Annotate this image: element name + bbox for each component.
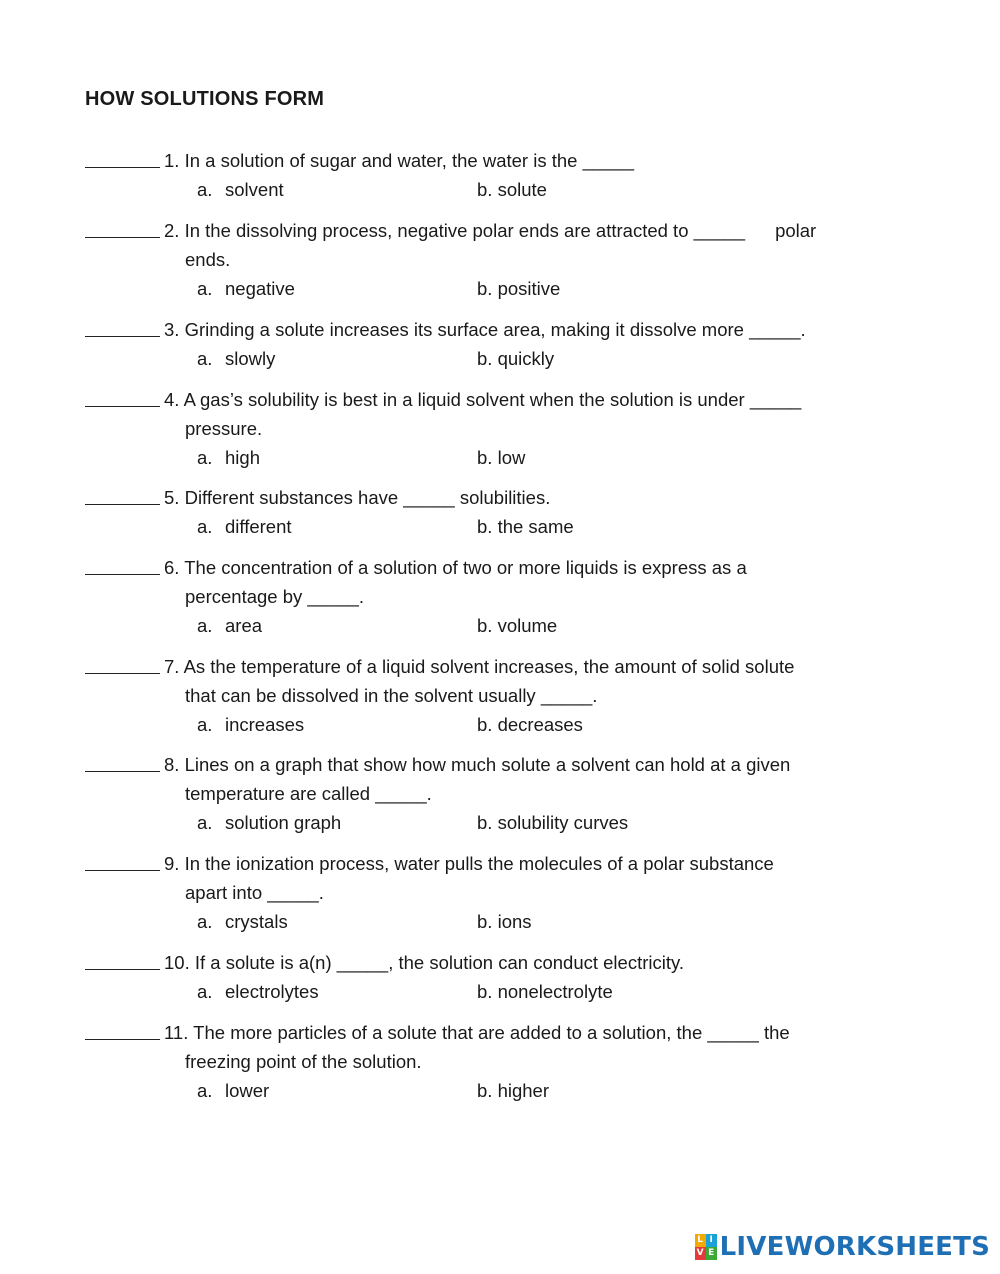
option-a[interactable]: a. solution graph <box>197 812 342 833</box>
question-text: Grinding a solute increases its surface area, making it dissolve more _____. <box>184 319 806 340</box>
answer-blank[interactable] <box>85 316 160 337</box>
question-number: 7. <box>164 656 180 677</box>
option-a[interactable]: a. slowly <box>197 348 276 369</box>
question-number: 8. <box>164 754 180 775</box>
option-b[interactable]: b. solute <box>477 179 547 200</box>
answer-blank[interactable] <box>85 949 160 970</box>
question-number: 10. <box>164 952 190 973</box>
question-10 <box>85 948 885 1006</box>
answer-blank[interactable] <box>85 751 160 772</box>
answer-blank[interactable] <box>85 147 160 168</box>
question-text: In the dissolving process, negative polar ends are attracted to _____ <box>184 220 746 241</box>
question-number: 11. <box>164 1022 189 1043</box>
option-b[interactable]: b. nonelectrolyte <box>477 981 613 1002</box>
answer-blank[interactable] <box>85 484 160 505</box>
option-b[interactable]: b. solubility curves <box>477 812 629 833</box>
option-a[interactable]: a. negative <box>197 278 295 299</box>
question-text: The more particles of a solute that are added to a solution, the _____ the <box>193 1022 790 1043</box>
answer-blank[interactable] <box>85 386 160 407</box>
option-a[interactable]: a. solvent <box>197 179 284 200</box>
option-b[interactable]: b. the same <box>477 516 574 537</box>
question-8 <box>85 750 885 837</box>
answer-blank[interactable] <box>85 217 160 238</box>
question-number: 1. <box>164 150 180 171</box>
logo-text: LIVEWORKSHEETS <box>719 1232 990 1262</box>
option-b[interactable]: b. decreases <box>477 714 583 735</box>
logo-mark-icon: L I V E <box>695 1234 717 1260</box>
question-text: In the ionization process, water pulls the molecules of a polar substance <box>184 853 774 874</box>
answer-blank[interactable] <box>85 850 160 871</box>
question-text-continued: ends. <box>185 249 231 270</box>
option-a[interactable]: a. lower <box>197 1080 270 1101</box>
option-b[interactable]: b. volume <box>477 615 558 636</box>
question-9 <box>85 849 885 936</box>
liveworksheets-logo[interactable] <box>695 1230 990 1264</box>
question-text: A gas’s solubility is best in a liquid solvent when the solution is under _____ <box>183 389 802 410</box>
question-3 <box>85 315 885 373</box>
question-text-continued: apart into _____. <box>185 882 324 903</box>
question-5 <box>85 483 885 541</box>
question-text: Different substances have _____ solubilities. <box>184 487 551 508</box>
question-text: If a solute is a(n) _____, the solution can conduct electricity. <box>194 952 685 973</box>
question-text: The concentration of a solution of two or more liquids is express as a <box>184 557 747 578</box>
option-b[interactable]: b. ions <box>477 911 532 932</box>
answer-blank[interactable] <box>85 554 160 575</box>
option-b[interactable]: b. low <box>477 447 526 468</box>
option-a[interactable]: a. area <box>197 615 263 636</box>
question-2 <box>85 216 885 303</box>
question-number: 6. <box>164 557 180 578</box>
question-text-polar: polar <box>775 220 817 241</box>
question-11 <box>85 1018 885 1105</box>
option-a[interactable]: a. electrolytes <box>197 981 319 1002</box>
question-text: In a solution of sugar and water, the water is the _____ <box>184 150 635 171</box>
question-number: 2. <box>164 220 180 241</box>
option-b[interactable]: b. quickly <box>477 348 555 369</box>
option-b[interactable]: b. higher <box>477 1080 550 1101</box>
page-title: HOW SOLUTIONS FORM <box>85 88 325 110</box>
question-7 <box>85 652 885 739</box>
question-number: 5. <box>164 487 180 508</box>
question-text-continued: freezing point of the solution. <box>185 1051 422 1072</box>
question-6 <box>85 553 885 640</box>
question-number: 9. <box>164 853 180 874</box>
question-text-continued: temperature are called _____. <box>185 783 432 804</box>
option-b[interactable]: b. positive <box>477 278 561 299</box>
option-a[interactable]: a. increases <box>197 714 305 735</box>
option-a[interactable]: a. crystals <box>197 911 288 932</box>
question-text: Lines on a graph that show how much solute a solvent can hold at a given <box>184 754 791 775</box>
question-text-continued: percentage by _____. <box>185 586 364 607</box>
question-text-continued: that can be dissolved in the solvent usually _____. <box>185 685 598 706</box>
question-text: As the temperature of a liquid solvent increases, the amount of solid solute <box>183 656 795 677</box>
answer-blank[interactable] <box>85 653 160 674</box>
question-1 <box>85 146 885 204</box>
answer-blank[interactable] <box>85 1019 160 1040</box>
question-4 <box>85 385 885 472</box>
question-number: 4. <box>164 389 180 410</box>
option-a[interactable]: a. high <box>197 447 260 468</box>
question-number: 3. <box>164 319 180 340</box>
question-text-continued: pressure. <box>185 418 263 439</box>
option-a[interactable]: a. different <box>197 516 292 537</box>
